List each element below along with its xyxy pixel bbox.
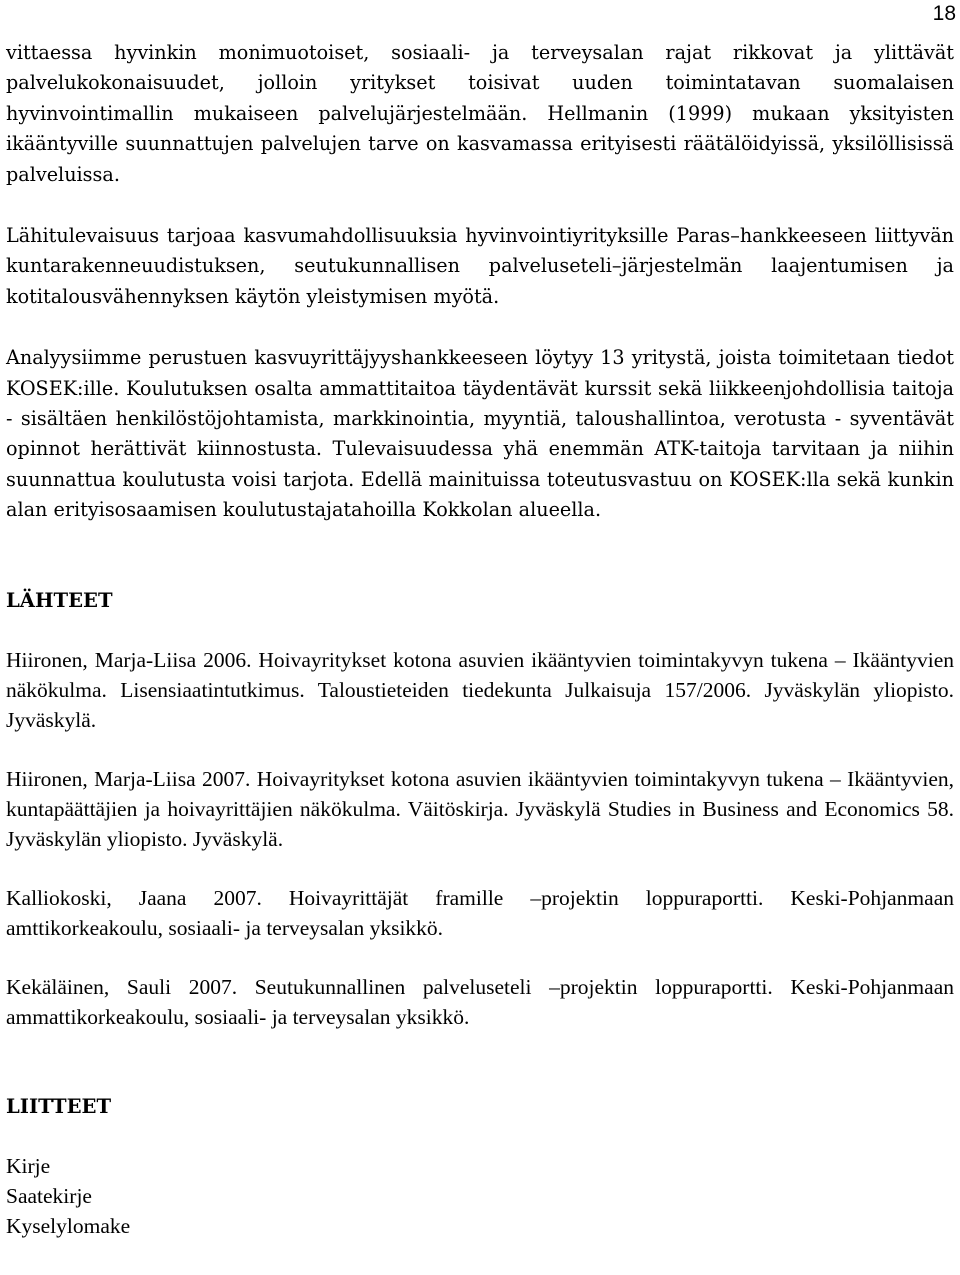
- body-paragraph: Analyysiimme perustuen kasvuyrittäjyyshankkeeseen löytyy 13 yritystä, joista toimitetaan tiedot KOSEK:ille. Koulutuksen osalta ammattitaitoa täydentävät kurssit sekä liikkeenjohdollisia taitoja - sisältäen henkilöstöjohtamista, markkinointia, myyntiä, taloushallintoa, verotusta - syventävät opinnot herättivät kiinnostusta. Tulevaisuudessa yhä enemmän ATK-taitoja tarvitaan ja niihin suunnattua koulutusta voisi tarjota. Edellä mainituissa toteutusvastuu on KOSEK:lla sekä kunkin alan erityisosaamisen koulutustajatahoilla Kokkolan alueella.: [6, 346, 954, 522]
- appendices-list: [6, 1151, 954, 1241]
- references-heading: LÄHTEET: [6, 588, 113, 612]
- appendices-heading: LIITTEET: [6, 1094, 112, 1118]
- document-body: [6, 40, 954, 1241]
- reference-item: Hiironen, Marja-Liisa 2007. Hoivayritykset kotona asuvien ikääntyvien toimintakyvyn tukena – Ikääntyvien, kuntapäättäjien ja hoivayrittäjien näkökulma. Väitöskirja. Jyväskylä Studies in Business and Economics 58. Jyväskylän yliopisto. Jyväskylä.: [6, 766, 954, 851]
- reference-item: Kekäläinen, Sauli 2007. Seutukunnallinen palveluseteli –projektin loppuraportti. Keski-Pohjanmaan ammattikorkeakoulu, sosiaali- ja terveysalan yksikkö.: [6, 974, 954, 1029]
- body-paragraph: Lähitulevaisuus tarjoaa kasvumahdollisuuksia hyvinvointiyrityksille Paras–hankkeeseen liittyvän kuntarakenneuudistuksen, seutukunnallisen palveluseteli–järjestelmän laajentumisen ja kotitalousvähennyksen käytön yleistymisen myötä.: [6, 224, 954, 308]
- page-number: 18: [932, 2, 956, 25]
- references-list: [6, 645, 954, 1032]
- appendix-item: Saatekirje: [6, 1183, 92, 1208]
- reference-item: Kalliokoski, Jaana 2007. Hoivayrittäjät framille –projektin loppuraportti. Keski-Pohjanmaan amttikorkeakoulu, sosiaali- ja terveysalan yksikkö.: [6, 885, 954, 940]
- appendix-item: Kirje: [6, 1153, 51, 1178]
- body-paragraph: vittaessa hyvinkin monimuotoiset, sosiaali- ja terveysalan rajat rikkovat ja ylittävät palvelukokonaisuudet, jolloin yritykset toisivat uuden toimintatavan suomalaisen hyvinvointimallin mukaiseen palvelujärjestelmään. Hellmanin (1999) mukaan yksityisten ikääntyville suunnattujen palvelujen tarve on kasvamassa erityisesti räätälöidyissä, yksilöllisissä palveluissa.: [6, 41, 954, 186]
- reference-item: Hiironen, Marja-Liisa 2006. Hoivayritykset kotona asuvien ikääntyvien toimintakyvyn tukena – Ikääntyvien näkökulma. Lisensiaatintutkimus. Taloustieteiden tiedekunta Julkaisuja 157/2006. Jyväskylän yliopisto. Jyväskylä.: [6, 647, 954, 732]
- appendix-item: Kyselylomake: [6, 1213, 131, 1238]
